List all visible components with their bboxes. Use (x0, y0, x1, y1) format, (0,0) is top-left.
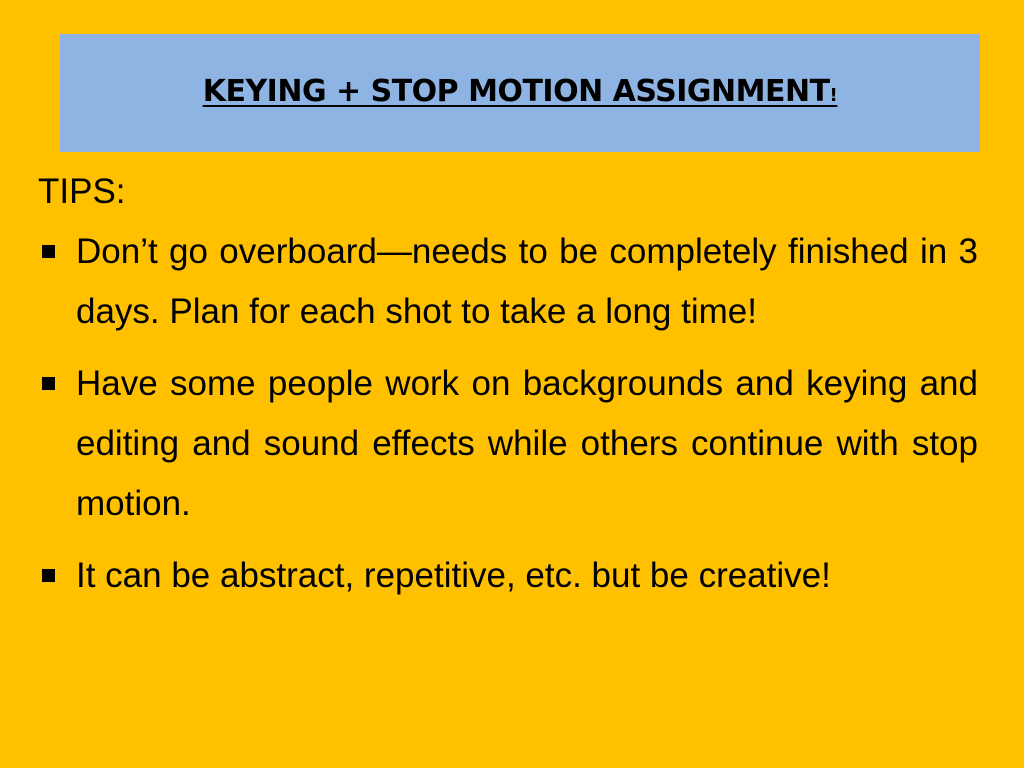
square-bullet-icon (42, 377, 55, 390)
title-box (60, 34, 980, 152)
bullet-text: It can be abstract, repetitive, etc. but be creative! (76, 556, 831, 595)
square-bullet-icon (42, 245, 55, 258)
bullet-item (38, 546, 978, 606)
tips-heading: TIPS: (38, 172, 126, 211)
bullet-list (38, 222, 978, 606)
bullet-item (38, 354, 978, 534)
slide-title-text: KEYING + STOP MOTION ASSIGNMENT (202, 74, 830, 109)
slide-title (60, 74, 980, 114)
slide-title-suffix: ! (829, 85, 838, 106)
slide-content (38, 166, 978, 618)
bullet-text: Have some people work on backgrounds and keying and editing and sound effects while others continue with stop motion. (76, 364, 978, 523)
bullet-item (38, 222, 978, 342)
square-bullet-icon (42, 569, 55, 582)
bullet-text: Don’t go overboard—needs to be completely finished in 3 days. Plan for each shot to take a long time! (76, 232, 978, 331)
